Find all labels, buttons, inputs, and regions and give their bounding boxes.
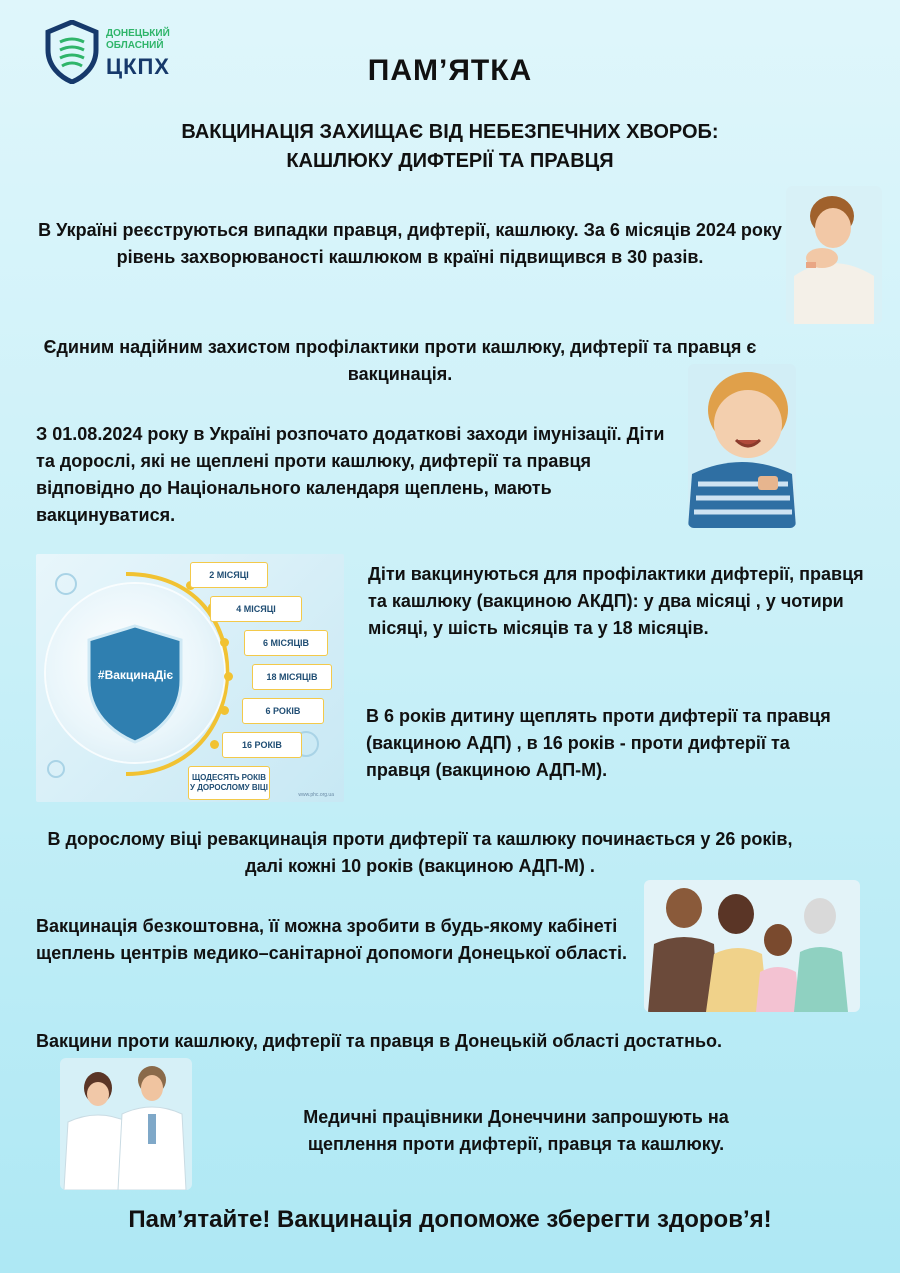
schedule-item-18-months: 18 МІСЯЦІВ [252, 664, 332, 690]
infographic-url: www.phc.org.ua [298, 792, 334, 798]
subtitle-line-1: ВАКЦИНАЦІЯ ЗАХИЩАЄ ВІД НЕБЕЗПЕЧНИХ ХВОРОБ: [181, 121, 719, 143]
subtitle-line-2: КАШЛЮКУ ДИФТЕРІЇ ТА ПРАВЦЯ [286, 150, 614, 172]
schedule-item-16-years: 16 РОКІВ [222, 732, 302, 758]
paragraph-vaccine-availability: Вакцини проти кашлюку, дифтерії та правця в Донецькій області достатньо. [36, 1031, 723, 1051]
shield-label: #ВакцинаДіє [97, 668, 174, 682]
paragraph-free-vaccination: Вакцинація безкоштовна, її можна зробити в будь-якому кабінеті щеплень центрів медико–санітарної допомоги Донецької області. [36, 916, 628, 963]
logo-top-text: ДОНЕЦЬКИЙ ОБЛАСНИЙ [106, 28, 170, 51]
schedule-item-every-10-years: ЩОДЕСЯТЬ РОКІВ У ДОРОСЛОМУ ВІЦІ [188, 766, 270, 800]
family-photo [644, 880, 860, 1012]
paragraph-children-schedule: Діти вакцинуються для профілактики дифтерії, правця та кашлюку (вакциною АКДП): у два місяці , у чотири місяці, у шість місяців та у 18 місяців. [368, 564, 864, 638]
logo-main-text: ЦКПХ [106, 54, 170, 79]
paragraph-vaccination-protection: Єдиним надійним захистом профілактики проти кашлюку, дифтерії та правця є вакцинація. [43, 337, 757, 384]
schedule-item-6-years: 6 РОКІВ [242, 698, 324, 724]
paragraph-revaccination-children: В 6 років дитину щеплять проти дифтерії та правця (вакциною АДП) , в 16 років - проти дифтерії та правця (вакциною АДП-М). [366, 706, 831, 780]
shield-icon [85, 624, 185, 744]
closing-slogan: Пам’ятайте! Вакцинація допоможе зберегти здоров’я! [128, 1206, 772, 1233]
schedule-dot [220, 638, 229, 647]
paragraph-case-statistics: В Україні реєструються випадки правця, дифтерії, кашлюку. За 6 місяців 2024 року рівень захворюваності кашлюком в країні підвищився в 30 разів. [38, 220, 782, 267]
schedule-dot [210, 740, 219, 749]
vaccination-schedule-infographic [36, 554, 344, 802]
schedule-dot [224, 672, 233, 681]
schedule-dot [220, 706, 229, 715]
paragraph-additional-immunization: З 01.08.2024 року в Україні розпочато додаткові заходи імунізації. Діти та дорослі, які не щеплені проти кашлюку, дифтерії та правця відповідно до Національного календаря щеплень, мають вакцинуватися. [36, 424, 665, 525]
coughing-child-photo [786, 186, 882, 324]
schedule-item-2-months: 2 МІСЯЦІ [190, 562, 268, 588]
medical-workers-photo [60, 1058, 192, 1190]
paragraph-invitation: Медичні працівники Донеччини запрошують на щеплення проти дифтерії, правця та кашлюку. [303, 1107, 729, 1154]
schedule-item-4-months: 4 МІСЯЦІ [210, 596, 302, 622]
page-title: ПАМ’ЯТКА [367, 54, 533, 87]
smiling-child-photo [688, 364, 796, 528]
page-subtitle [100, 118, 800, 176]
schedule-item-6-months: 6 МІСЯЦІВ [244, 630, 328, 656]
paragraph-adult-revaccination: В дорослому віці ревакцинація проти дифтерії та кашлюку починається у 26 років, далі кожні 10 років (вакциною АДП-М) . [47, 829, 793, 876]
